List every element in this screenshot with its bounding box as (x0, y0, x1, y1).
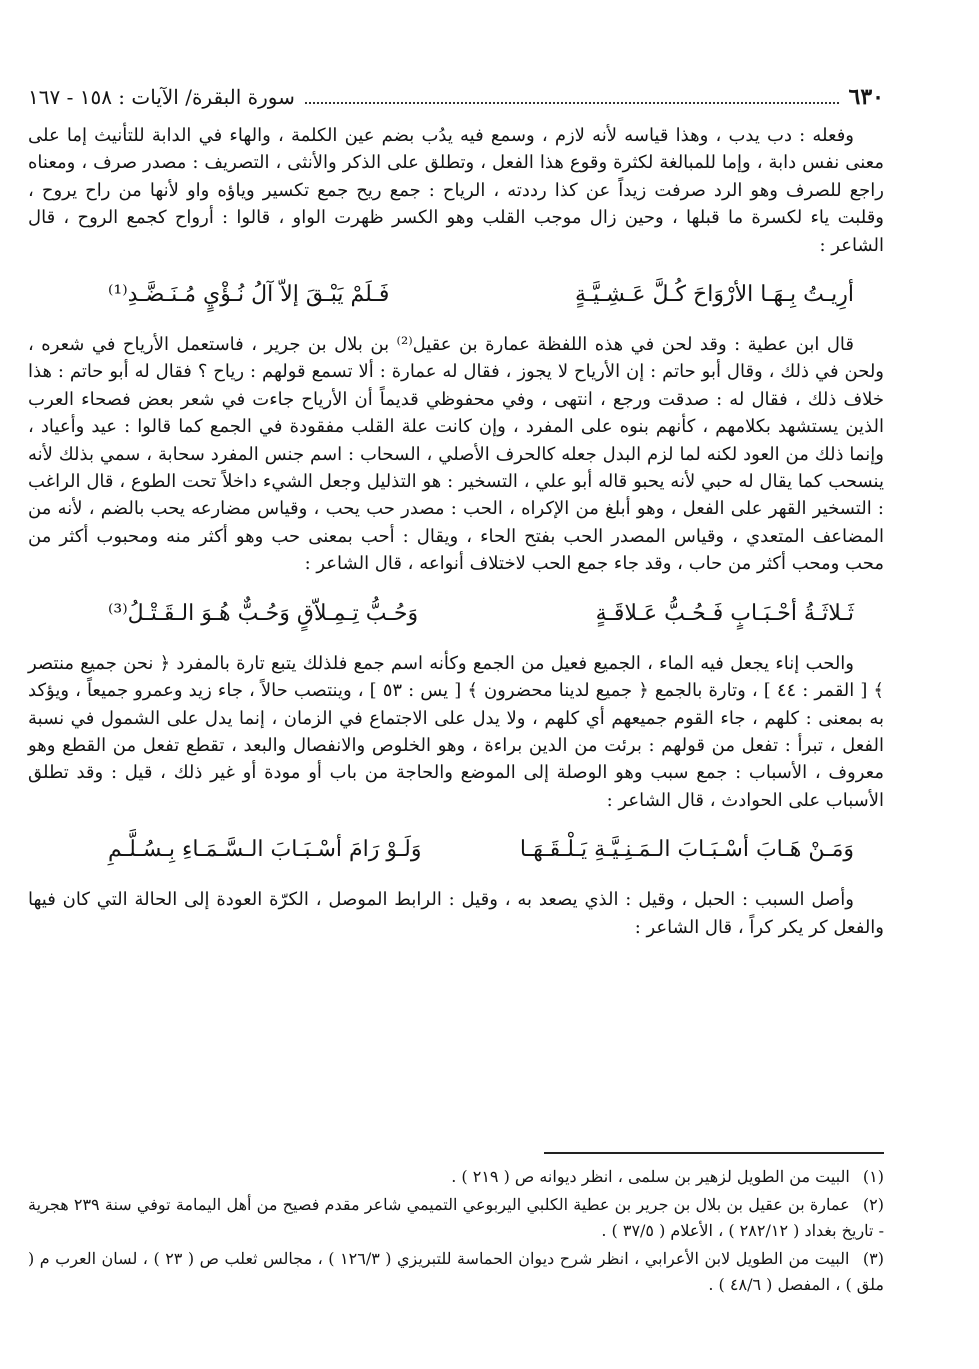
dotted-leader (305, 84, 839, 104)
footnote-3-number: (٣) (862, 1249, 885, 1268)
footnote-1 (28, 1164, 884, 1190)
verse-2-first-hemistich: ثَـلاثَـةُ أحْـبَـابٍ فَـحُـبُّ عَـلاقَـةٍ (595, 600, 854, 626)
footnote-2-text: عمارة بن عقيل بن بلال بن جرير بن عطية الكلبي اليربوعي التميمي شاعر مقدم فصيح من أهل اليمامة توفي سنة ٢٣٩ هجرية - تاريخ بغداد ( ٢٨٢/١٢ ) ، الأعلام ( ٣٧/٥ ) . (28, 1195, 884, 1240)
poem-verse-1 (108, 267, 854, 323)
page-number: ٦٣٠ (848, 84, 884, 110)
footnotes (28, 1152, 884, 1300)
poem-verse-3 (108, 822, 854, 878)
footnote-2-number: (٢) (862, 1195, 885, 1214)
footnote-3 (28, 1246, 884, 1298)
verse-1-first-hemistich: أرِيـتُ بِـهَـا الأرْوَاحَ كُـلَّ عَـشِـيَّـةٍ (574, 282, 854, 308)
footnote-1-text: البيت من الطويل لزهير بن سلمى ، انظر ديوانه ص ( ٢١٩ ) . (451, 1167, 850, 1186)
footnote-1-number: (١) (862, 1167, 884, 1186)
footnote-rule (544, 1152, 884, 1154)
paragraph-1: وفعله : دب يدب ، وهذا قياسه لأنه لازم ، وسمع فيه يدُب بضم عين الكلمة ، والهاء في الدابة للتأنيث إما على معنى نفس دابة ، وإما للمبالغة لكثرة وقوع هذا الفعل ، وتطلق على الذكر والأنثى ، التصريف : مصدر صرف ، ومعناه راجع للصرف وهو الرد صرفت زيداً عن كذا رددته ، الرياح : جمع ريح جمع تكسير وياؤه واو لأنها من راح يروح ، وقلبت ياء لكسرة ما قبلها ، وحين زال موجب القلب وهو الكسر ظهرت الواو ، قالوا : أرواح كجمع الروح ، قال الشاعر : (28, 125, 884, 256)
running-header (28, 82, 884, 112)
verse-3-first-hemistich: وَمَـنْ هَـابَ أسْـبَـابَ الـمَـنِـيَّـةِ يَـلْـقَـهَـا (519, 837, 854, 863)
paragraph-4: وأصل السبب : الحبل ، وقيل : الذي يصعد به ، وقيل : الرابط الموصل ، الكرّة العودة إلى الحالة التي كان فيها والفعل كر يكر كراً ، قال الشاعر : (28, 889, 884, 938)
paragraph-3: والحب إناء يجعل فيه الماء ، الجميع فعيل من الجمع وكأنه اسم جمع فلذلك يتبع تارة بالمفرد ﴿ نحن جميع منتصر ﴾ [ القمر : ٤٤ ] ، وتارة بالجمع ﴿ جميع لدينا محضرون ﴾ [ يس : ٥٣ ] ، وينتصب حالاً ، جاء زيد وعمرو جميعاً ، ويؤكد به بمعنى : كلهم ، جاء القوم جميعهم أي كلهم ، ولا يدل على الاجتماع في الزمان ، إنما يدل على الشمول في نسبة الفعل ، تبرأ : تفعل من قولهم : برئت من الدين براءة ، وهو الخلوص والانفصال والبعد ، تقطع تفعل من القطع وهو معروف ، الأسباب : جمع سبب وهو الوصلة إلى الموضع والحاجة من باب أو مودة أو غير ذلك ، قيل : وقد تطلق الأسباب على الحوادث ، قال الشاعر : (28, 652, 884, 811)
surah-title: سورة البقرة/ الآيات : ١٥٨ - ١٦٧ (28, 85, 295, 109)
verse-2-second-hemistich: وَحُـبُّ تِـمِـلاّقٍ وَحُـبٌّ هُـوَ الـقَـتْـلُ⁽³⁾ (108, 600, 419, 626)
footnote-2 (28, 1192, 884, 1244)
main-text (28, 122, 884, 941)
verse-1-second-hemistich: فَـلَمْ يَبْـقَ إلاّ آلُ نُـؤْيٍ مُـنَـضَّـدِ⁽¹⁾ (108, 282, 390, 308)
verse-3-second-hemistich: وَلَـوْ رَامَ أسْـبَـابَ الـسَّـمَـاءِ بِـسُـلَّـمِ (108, 837, 422, 863)
paragraph-2: قال ابن عطية : وقد لحن في هذه اللفظة عمارة بن عقيل⁽²⁾ بن بلال بن جرير ، فاستعمل الأرياح في شعره ، ولحن في ذلك ، وقال أبو حاتم : إن الأرياح لا يجوز ، فقال له عمارة : ألا تسمع قولهم : رياح ؟ فقال له أبو حاتم : هذا خلاف ذلك ، فقال له : صدقت ورجع ، انتهى ، وفي محفوظي قديماً أن الأرياح جاءت في شعر بعض فصحاء العرب الذين يستشهد بكلامهم ، كأنهم بنوه على المفرد ، وإن كانت علة القلب مفقودة في الجمع كما قالوا : عيد وأعياد ، وإنما ذلك من العود لكنه لما لزم البدل جعله كالحرف الأصلي ، السحاب : اسم جنس المفرد سحابة ، سمي بذلك لأنه ينسحب كما يقال له حبي لأنه يحبو قاله أبو علي ، التسخير : هو التذليل وجعل الشيء داخلاً تحت الطوع ، قال الراغب : التسخير القهر على الفعل ، وهو أبلغ من الإكراه ، الحب : مصدر حب يحب ، وقياس مضارعه يحب بالضم ، لأنه من المضاعف المتعدي ، وقياس المصدر الحب بفتح الحاء ، ويقال : أحب بمعنى حب وهو أكثر منه ومحبوب أكثر من محب ومحب أكثر من حاب ، وقد جاء جمع الحب لاختلاف أنواعه ، قال الشاعر : (28, 334, 884, 575)
poem-verse-2 (108, 586, 854, 642)
footnote-3-text: البيت من الطويل لابن الأعرابي ، انظر شرح ديوان الحماسة للتبريزي ( ١٢٦/٣ ) ، مجالس ثعلب ص ( ٢٣ ) ، لسان العرب م ( ملق ) ، المفصل ( ٤٨/٦ ) . (28, 1249, 884, 1294)
